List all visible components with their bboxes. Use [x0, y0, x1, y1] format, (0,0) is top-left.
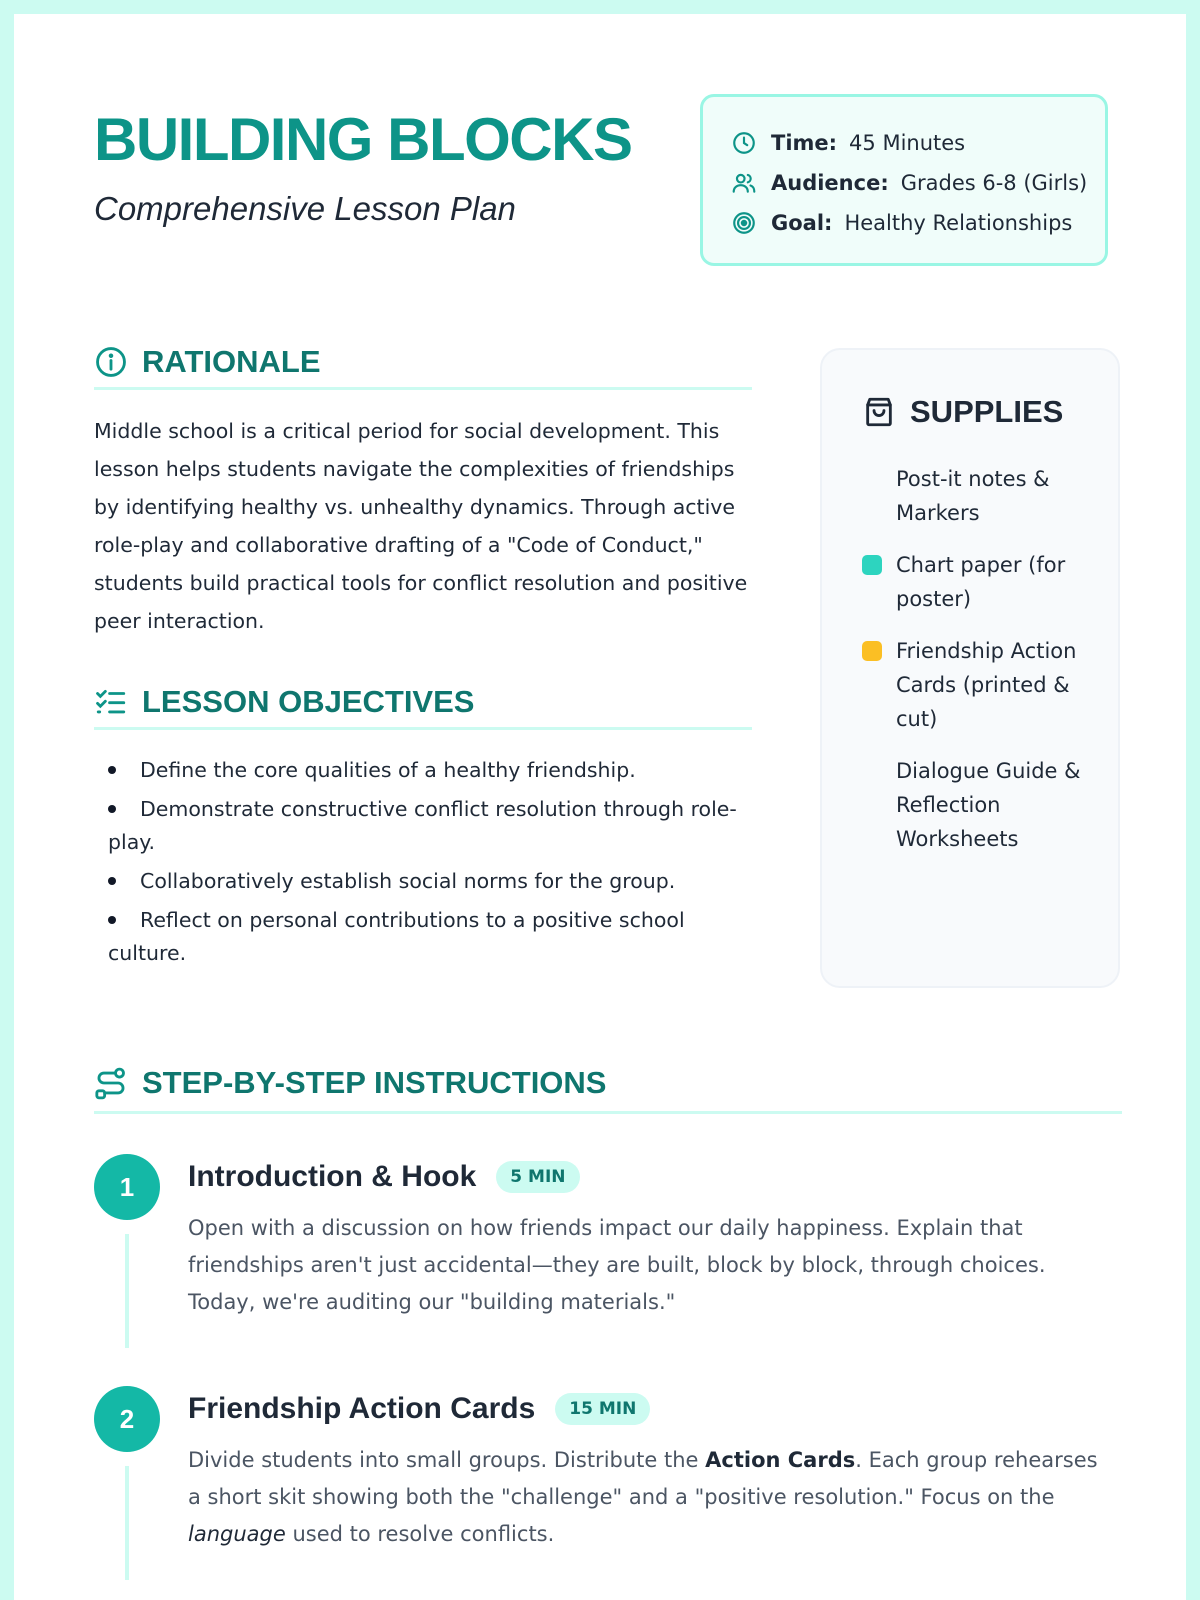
supplies-list	[862, 462, 1098, 856]
duration-badge: 5 MIN	[496, 1161, 579, 1193]
objectives-title: LESSON OBJECTIVES	[142, 683, 475, 719]
rationale-title: RATIONALE	[142, 343, 321, 379]
step-header	[188, 1160, 1114, 1194]
supplies-title: SUPPLIES	[910, 394, 1064, 429]
objective-text: Collaboratively establish social norms for the group.	[140, 869, 676, 893]
bullet-icon	[108, 805, 116, 813]
objective-text: Demonstrate constructive conflict resolution through role-play.	[108, 797, 737, 854]
step-item	[94, 1386, 1122, 1576]
clock-icon	[731, 130, 757, 156]
target-icon	[731, 210, 757, 236]
step-text-part: used to resolve conflicts.	[285, 1522, 555, 1546]
supply-item	[862, 548, 1098, 616]
step-item	[94, 1154, 1122, 1344]
instructions-title: STEP-BY-STEP INSTRUCTIONS	[142, 1064, 607, 1100]
objective-text: Reflect on personal contributions to a positive school culture.	[108, 908, 685, 965]
users-icon	[731, 170, 757, 196]
supply-text: Post-it notes & Markers	[896, 467, 1050, 525]
step-connector	[125, 1466, 129, 1580]
step-text-part: . Each group rehearses a short skit showing both the "challenge" and a "positive resolution." Focus on the	[188, 1448, 1098, 1509]
bullet-icon	[108, 916, 116, 924]
supply-swatch	[862, 469, 882, 489]
meta-time	[731, 123, 1105, 163]
step-text-part: Divide students into small groups. Distribute the	[188, 1448, 706, 1472]
objectives-section	[94, 676, 752, 976]
instructions-section	[94, 1054, 1122, 1576]
meta-goal-label: Goal:	[771, 211, 833, 235]
list-item	[94, 754, 752, 787]
step-number: 1	[94, 1154, 160, 1220]
bullet-icon	[108, 766, 116, 774]
list-item	[94, 865, 752, 898]
bullet-icon	[108, 877, 116, 885]
step-body	[188, 1392, 1114, 1553]
page-title: BUILDING BLOCKS	[94, 106, 632, 173]
duration-badge: 15 MIN	[555, 1393, 650, 1425]
supply-item	[862, 754, 1098, 856]
supply-swatch	[862, 761, 882, 781]
meta-time-label: Time:	[771, 131, 838, 155]
rationale-heading	[94, 336, 752, 390]
supplies-card	[820, 348, 1120, 988]
supply-swatch	[862, 555, 882, 575]
list-item	[94, 793, 752, 859]
meta-time-value: 45 Minutes	[849, 131, 966, 155]
lesson-meta-box	[700, 94, 1108, 266]
lesson-plan-page	[14, 14, 1186, 1600]
checklist-icon	[94, 685, 128, 719]
objectives-list	[94, 754, 752, 970]
supply-text: Friendship Action Cards (printed & cut)	[896, 639, 1077, 731]
info-icon	[94, 345, 128, 379]
step-text-bold: Action Cards	[705, 1448, 856, 1472]
step-text	[188, 1442, 1114, 1553]
meta-goal-value: Healthy Relationships	[844, 211, 1073, 235]
step-text-italic: language	[188, 1522, 286, 1546]
supply-swatch	[862, 641, 882, 661]
shopping-bag-icon	[862, 395, 896, 429]
rationale-section	[94, 336, 752, 640]
step-title: Friendship Action Cards	[188, 1392, 536, 1425]
supply-item	[862, 634, 1098, 736]
step-text: Open with a discussion on how friends impact our daily happiness. Explain that friendships aren't just accidental—they are built, block by block, through choices. Today, we're auditing our "building materials."	[188, 1216, 1046, 1314]
rationale-text: Middle school is a critical period for social development. This lesson helps students navigate the complexities of friendships by identifying healthy vs. unhealthy dynamics. Through active role-play and collaborative drafting of a "Code of Conduct," students build practical tools for conflict resolution and positive peer interaction.	[94, 419, 748, 633]
page-subtitle: Comprehensive Lesson Plan	[94, 190, 516, 227]
meta-audience-value: Grades 6-8 (Girls)	[900, 171, 1088, 195]
supplies-heading	[862, 394, 1098, 430]
instructions-heading	[94, 1054, 1122, 1114]
list-item	[94, 904, 752, 970]
supply-text: Dialogue Guide & Reflection Worksheets	[896, 759, 1081, 851]
supply-text: Chart paper (for poster)	[896, 553, 1066, 611]
meta-audience	[731, 163, 1105, 203]
objectives-heading	[94, 676, 752, 730]
supply-item	[862, 462, 1098, 530]
route-icon	[94, 1066, 128, 1100]
step-title: Introduction & Hook	[188, 1160, 477, 1193]
step-header	[188, 1392, 1114, 1426]
objective-text: Define the core qualities of a healthy friendship.	[140, 758, 636, 782]
meta-goal	[731, 203, 1105, 243]
step-body	[188, 1160, 1114, 1321]
step-number: 2	[94, 1386, 160, 1452]
meta-audience-label: Audience:	[771, 171, 889, 195]
step-connector	[125, 1234, 129, 1348]
